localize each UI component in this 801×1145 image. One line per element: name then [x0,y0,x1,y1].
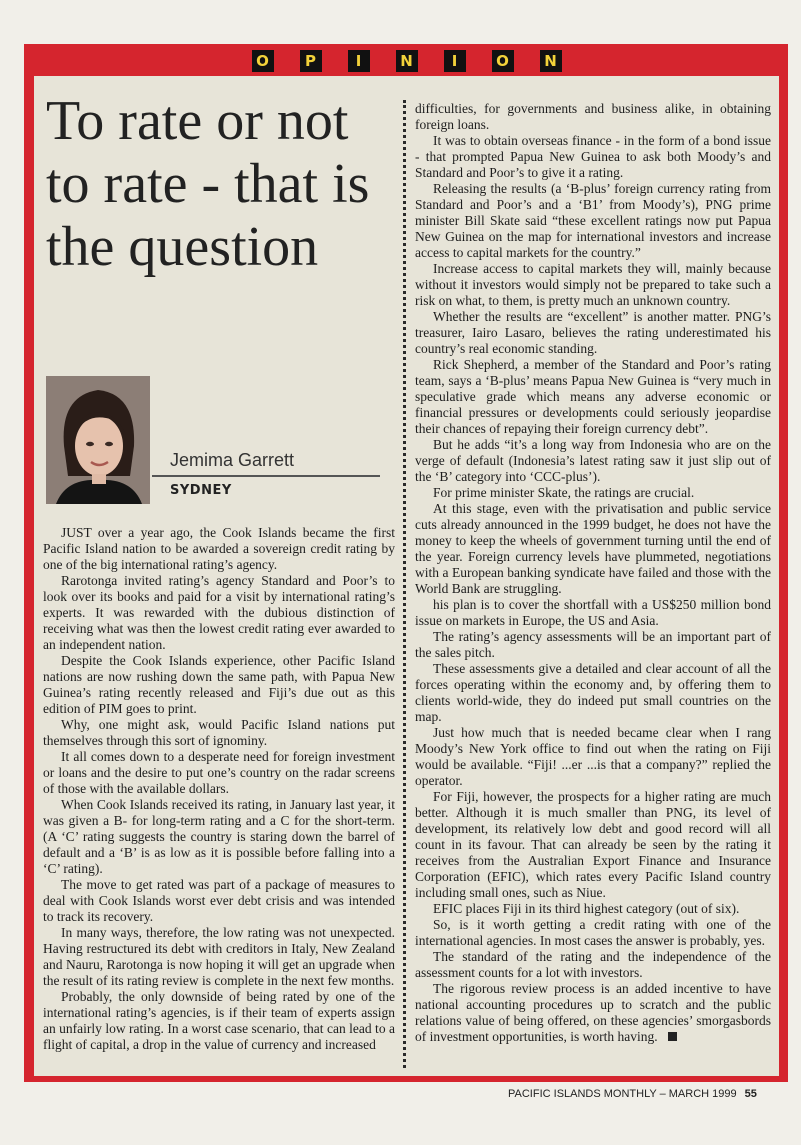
paragraph: JUST over a year ago, the Cook Islands became the first Pacific Island nation to be awarded a sovereign credit rating by one of the big international rating’s agency. [43,525,395,572]
paragraph: his plan is to cover the shortfall with a US$250 million bond issue on markets in Europe, the US and Asia. [415,597,771,628]
paragraph: Increase access to capital markets they will, mainly because without it investors would simply not be prepared to take such a risk on what, to them, is pretty much an unknown country. [415,261,771,308]
paragraph: So, is it worth getting a credit rating with one of the international agencies. In most cases the answer is probably, yes. [415,917,771,948]
byline-rule [152,475,380,477]
banner-letter: N [396,50,418,72]
portrait-image [46,376,150,504]
paragraph-continuation: difficulties, for governments and business alike, in obtaining foreign loans. [415,101,771,132]
dateline: SYDNEY [170,483,232,498]
paragraph [415,981,771,1045]
paragraph: When Cook Islands received its rating, in January last year, it was given a B- for long-term rating and a C for the short-term. (A ‘C’ rating suggests the country is staring down the barrel of default and a ‘B’ is as low as it is possible before falling into a ‘C’ rating). [43,797,395,876]
banner-letter: O [492,50,514,72]
paragraph: But he adds “it’s a long way from Indonesia who are on the verge of default (Indonesia’s latest rating saw it just slip out of the ‘B’ category into ‘CCC-plus’). [415,437,771,484]
paragraph: Rarotonga invited rating’s agency Standard and Poor’s to look over its books and paid for a visit by international rating’s experts. It was rewarded with the dubious distinction of receiving what was then the lowest credit rating ever awarded to an independent nation. [43,573,395,652]
opinion-banner [34,46,779,76]
paragraph: At this stage, even with the privatisation and public service cuts already announced in the 1999 budget, he does not have the money to keep the wheels of government turning until the end of the year. Foreign currency levels have plummeted, negotiations with a European banking syndicate have failed and those with the World Bank are struggling. [415,501,771,596]
paragraph: Rick Shepherd, a member of the Standard and Poor’s rating team, says a ‘B-plus’ means Papua New Guinea is “very much in speculative grade which means any adverse economic or financial pressures or developments could seriously jeopardise their chances of repaying their foreign currency debt”. [415,357,771,436]
paragraph: In many ways, therefore, the low rating was not unexpected. Having restructured its debt with creditors in Italy, New Zealand and Nauru, Rarotonga is now hoping it will get an upgrade when the result of its rating review is complete in the next few months. [43,925,395,988]
publication-line: PACIFIC ISLANDS MONTHLY – MARCH 1999 [508,1088,737,1100]
paragraph: It all comes down to a desperate need for foreign investment or loans and the desire to put one’s country on the radar screens of those with the available dollars. [43,749,395,796]
paragraph: Probably, the only downside of being rated by one of the international rating’s agencies, is if their team of experts assign an unfairly low rating. In a worst case scenario, that can lead to a flight of capital, a drop in the value of currency and increased [43,989,395,1052]
end-mark-icon [668,1032,677,1041]
paragraph: It was to obtain overseas finance - in the form of a bond issue - that prompted Papua New Guinea to ask both Moody’s and Standard and Poor’s to give it a rating. [415,133,771,180]
author-photo [46,376,150,504]
author-name: Jemima Garrett [170,450,295,470]
paragraph: Despite the Cook Islands experience, other Pacific Island nations are now rushing down the same path, with Papua New Guinea’s rating recently released and Fiji’s due out as this edition of PIM goes to print. [43,653,395,716]
paragraph: Whether the results are “excellent” is another matter. PNG’s treasurer, Iairo Lasaro, believes the rating underestimated his country’s real economic standing. [415,309,771,356]
paragraph: The rating’s agency assessments will be an important part of the sales pitch. [415,629,771,660]
paragraph: EFIC places Fiji in its third highest category (out of six). [433,901,740,916]
paragraph: Just how much that is needed became clear when I rang Moody’s New York office to find out when the rating on Fiji would be available. “Fiji! ...er ...is that a company?” replied the operator. [415,725,771,788]
paragraph: These assessments give a detailed and clear account of all the forces operating within the economy and, by offering them to clients world-wide, they do indeed put small countries on the map. [415,661,771,724]
paragraph: The standard of the rating and the independence of the assessment counts for a lot with investors. [415,949,771,980]
banner-letter: I [444,50,466,72]
paragraph-text: The rigorous review process is an added incentive to have national accounting procedures up to scratch and the public relations value of being offered, on these agencies’ smorgasbords of investment opportunities, is worth having. [415,981,771,1044]
page-footer [508,1088,757,1100]
banner-letter: N [540,50,562,72]
column-divider [403,100,406,1068]
paragraph: The move to get rated was part of a package of measures to deal with Cook Islands worst ever debt crisis and was intended to track its recovery. [43,877,395,924]
paragraph: For prime minister Skate, the ratings are crucial. [433,485,695,500]
paragraph: Releasing the results (a ‘B-plus’ foreign currency rating from Standard and Poor’s and a ‘B1’ from Moody’s), PNG prime minister Bill Skate said “these excellent ratings now put Papua New Guinea on the map for international investors and increase access to capital markets for the country.” [415,181,771,260]
paragraph: For Fiji, however, the prospects for a higher rating are much better. Although it is much smaller than PNG, its level of development, its relatively low debt and good record will all count in its favour. That can already be seen by the rating it receives from the Australian Export Finance and Insurance Corporation (EFIC), which rates every Pacific Island country including small ones, such as Niue. [415,789,771,900]
banner-letter: I [348,50,370,72]
banner-letter: P [300,50,322,72]
banner-letter: O [252,50,274,72]
right-column [415,101,771,1045]
page-number: 55 [744,1088,757,1100]
left-column [43,525,395,1053]
headline: To rate or not to rate - that is the question [46,90,370,278]
paragraph: Why, one might ask, would Pacific Island nations put themselves through this sort of ignominy. [43,717,395,748]
